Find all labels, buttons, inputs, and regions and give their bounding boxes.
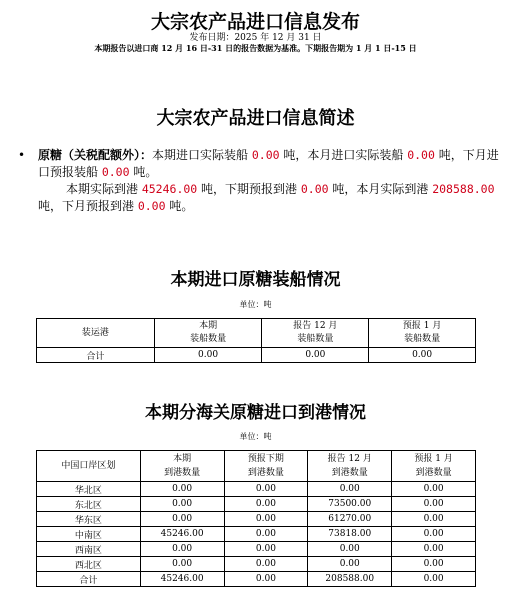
table-row [37,527,476,542]
summary-text: 吨，本月进口实际装船 [279,148,408,162]
cell-report: 0.00 [308,542,392,557]
summary-value: 0.00 [251,148,280,162]
commodity-label: 原糖（关税配额外）： [38,148,153,162]
summary-title: 大宗农产品进口信息简述 [156,108,355,129]
page-title: 大宗农产品进口信息发布 [150,11,360,33]
cell-current: 0.00 [154,348,262,363]
col-header-current: 本期 装船数量 [154,319,262,348]
table-row [37,572,476,587]
cell-report: 0.00 [308,557,392,572]
summary-text: 吨，下期预报到港 [197,182,301,196]
row-name: 西南区 [37,542,141,557]
row-name: 西北区 [37,557,141,572]
cell-next: 0.00 [224,572,308,587]
col-header-report: 报告 12 月 到港数量 [308,451,392,482]
cell-current: 0.00 [140,512,224,527]
report-period-notice: 本期报告以进口商 12 月 16 日-31 日的报告数据为基准。下期报告期为 1 月 1 日-15 日 [94,43,417,53]
cell-next: 0.00 [224,557,308,572]
row-name: 华北区 [37,482,141,497]
summary-text: 本期进口实际装船 [152,148,252,162]
table-header-row [37,451,476,482]
row-name: 中南区 [37,527,141,542]
cell-current: 0.00 [140,482,224,497]
shipment-unit: 单位：吨 [239,300,272,309]
col-header-report: 报告 12 月 装船数量 [262,319,369,348]
cell-report: 73818.00 [308,527,392,542]
row-name: 合计 [37,348,155,363]
cell-forecast: 0.00 [392,527,476,542]
cell-next: 0.00 [224,527,308,542]
cell-report: 61270.00 [308,512,392,527]
arrival-unit: 单位：吨 [239,432,272,441]
row-name: 合计 [37,572,141,587]
cell-report: 0.00 [308,482,392,497]
cell-next: 0.00 [224,482,308,497]
cell-forecast: 0.00 [392,497,476,512]
summary-value: 45246.00 [141,182,198,196]
summary-text: 吨。 [165,199,194,213]
cell-report: 0.00 [262,348,369,363]
cell-current: 0.00 [140,557,224,572]
table-row [37,348,476,363]
summary-value: 0.00 [407,148,435,162]
bullet-dot-icon: • [18,148,26,162]
summary-item-arrival [18,181,500,215]
table-header-row [37,319,476,348]
col-header-forecast: 预报 1 月 到港数量 [392,451,476,482]
cell-current: 45246.00 [140,527,224,542]
summary-text: 吨，本月实际到港 [328,182,433,196]
col-header-port: 装运港 [37,319,155,348]
shipment-table [36,318,476,363]
summary-text: 吨，下月进口预报装船 [38,148,499,179]
cell-next: 0.00 [224,512,308,527]
cell-forecast: 0.00 [392,557,476,572]
summary-item-raw-sugar [18,147,500,181]
summary-value: 208588.00 [432,182,495,196]
cell-forecast: 0.00 [392,512,476,527]
table-row [37,542,476,557]
summary-text: 吨。 [129,165,158,179]
col-header-forecast: 预报 1 月 装船数量 [369,319,476,348]
summary-text: 吨，下月预报到港 [38,199,138,213]
summary-text: 本期实际到港 [66,182,142,196]
cell-next: 0.00 [224,542,308,557]
arrival-table [36,450,476,587]
cell-forecast: 0.00 [392,572,476,587]
summary-list [18,147,500,215]
table-row [37,557,476,572]
publish-date: 发布日期：2025 年 12 月 31 日 [189,33,322,43]
cell-next: 0.00 [224,497,308,512]
cell-report: 208588.00 [308,572,392,587]
cell-forecast: 0.00 [392,482,476,497]
cell-report: 73500.00 [308,497,392,512]
col-header-region: 中国口岸区划 [37,451,141,482]
table-row [37,497,476,512]
row-name: 华东区 [37,512,141,527]
summary-value: 0.00 [300,182,329,196]
cell-current: 0.00 [140,542,224,557]
arrival-section-title: 本期分海关原糖进口到港情况 [145,403,366,423]
summary-value: 0.00 [101,165,130,179]
col-header-next: 预报下期 到港数量 [224,451,308,482]
col-header-current: 本期 到港数量 [140,451,224,482]
table-row [37,482,476,497]
cell-forecast: 0.00 [392,542,476,557]
cell-current: 0.00 [140,497,224,512]
cell-current: 45246.00 [140,572,224,587]
table-row [37,512,476,527]
row-name: 东北区 [37,497,141,512]
shipment-section-title: 本期进口原糖装船情况 [170,270,341,290]
summary-value: 0.00 [137,199,166,213]
cell-forecast: 0.00 [369,348,476,363]
